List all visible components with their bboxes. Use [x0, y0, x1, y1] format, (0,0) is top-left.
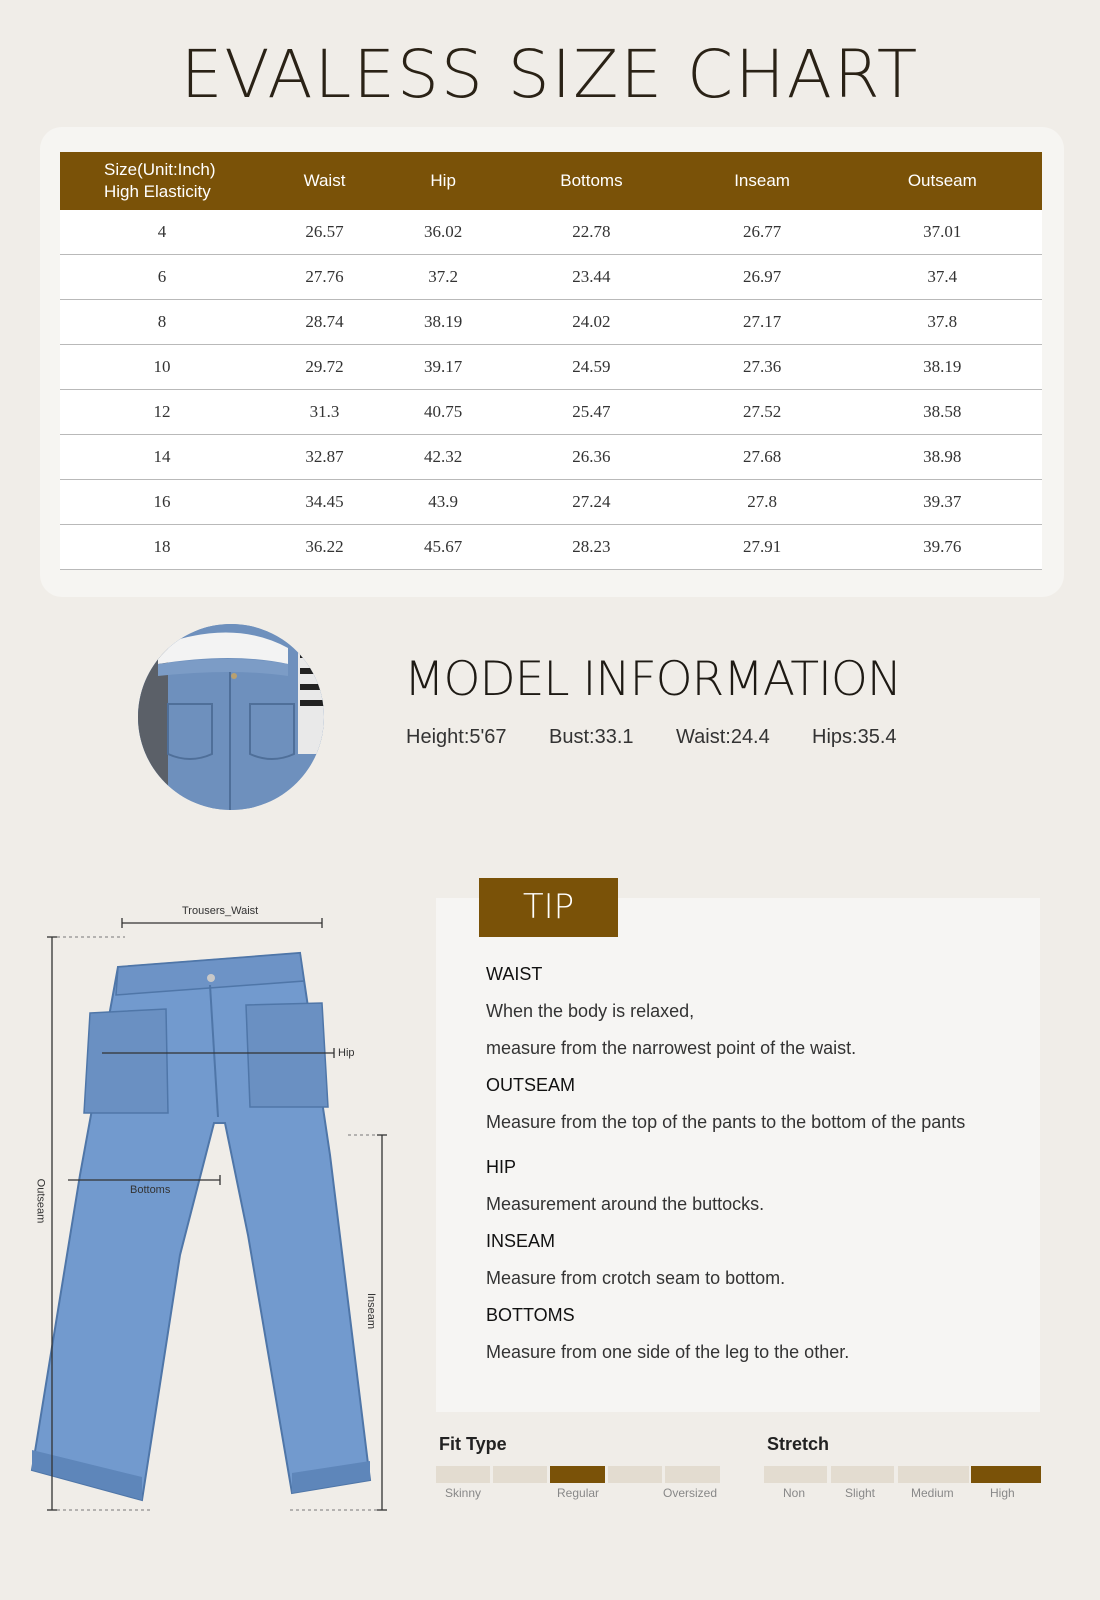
table-row [60, 210, 1042, 255]
tip-waist-heading: WAIST [486, 964, 543, 984]
measurement-cell: 29.72 [264, 345, 385, 390]
size-cell: 8 [60, 300, 264, 345]
tip-tab: TIP [479, 878, 618, 937]
measurement-cell: 34.45 [264, 480, 385, 525]
fit-type-option-skinny: Skinny [445, 1486, 482, 1500]
measurement-cell: 38.58 [843, 390, 1042, 435]
measurement-cell: 28.23 [501, 525, 681, 570]
stretch-option-non: Non [783, 1486, 806, 1500]
column-header: Waist [264, 152, 385, 210]
measurement-cell: 40.75 [385, 390, 501, 435]
table-header-row [60, 152, 1042, 210]
model-information-title: MODEL INFORMATION [404, 652, 902, 707]
measurement-cell: 26.57 [264, 210, 385, 255]
measurement-cell: 39.37 [843, 480, 1042, 525]
fit-type-segment-selected [550, 1466, 605, 1483]
measurement-cell: 26.97 [682, 255, 843, 300]
stretch-segment-selected [971, 1466, 1041, 1483]
fit-type-segment [493, 1466, 547, 1483]
size-cell: 18 [60, 525, 264, 570]
measurement-cell: 24.02 [501, 300, 681, 345]
model-height: Height:5'67 [406, 726, 507, 748]
stretch-segment [831, 1466, 894, 1483]
measurement-cell: 27.36 [682, 345, 843, 390]
model-hips: Hips:35.4 [812, 726, 897, 748]
jeans-measurement-diagram [30, 895, 430, 1520]
column-header: Inseam [682, 152, 843, 210]
size-table-body [60, 210, 1042, 570]
measurement-cell: 37.2 [385, 255, 501, 300]
stretch-option-high: High [990, 1486, 1015, 1500]
fit-type-segment [608, 1466, 662, 1483]
measurement-cell: 27.91 [682, 525, 843, 570]
model-photo [138, 624, 324, 810]
measurement-cell: 32.87 [264, 435, 385, 480]
measurement-cell: 27.24 [501, 480, 681, 525]
stretch-label: Stretch [767, 1434, 830, 1454]
tip-inseam-text: Measure from crotch seam to bottom. [486, 1268, 786, 1288]
model-waist: Waist:24.4 [676, 726, 770, 748]
fit-type-option-regular: Regular [557, 1486, 600, 1500]
fit-type-option-oversized: Oversized [663, 1486, 718, 1500]
size-cell: 12 [60, 390, 264, 435]
measurement-cell: 27.68 [682, 435, 843, 480]
measurement-cell: 39.17 [385, 345, 501, 390]
tip-bottoms-heading: BOTTOMS [486, 1305, 575, 1325]
inseam-label: Inseam [365, 1292, 378, 1330]
measurement-cell: 45.67 [385, 525, 501, 570]
measurement-cell: 36.22 [264, 525, 385, 570]
measurement-cell: 26.77 [682, 210, 843, 255]
table-row [60, 390, 1042, 435]
model-bust: Bust:33.1 [549, 726, 634, 748]
measurement-cell: 37.01 [843, 210, 1042, 255]
size-table-card [40, 127, 1064, 597]
column-header: Hip [385, 152, 501, 210]
fit-type-label: Fit Type [439, 1434, 507, 1454]
stretch-segment [898, 1466, 969, 1483]
measurement-cell: 27.17 [682, 300, 843, 345]
table-row [60, 480, 1042, 525]
tip-inseam-heading: INSEAM [486, 1231, 556, 1251]
measurement-cell: 39.76 [843, 525, 1042, 570]
tip-waist-line2: measure from the narrowest point of the waist. [486, 1038, 857, 1058]
measurement-cell: 22.78 [501, 210, 681, 255]
stretch-segment [764, 1466, 827, 1483]
measurement-cell: 36.02 [385, 210, 501, 255]
table-row [60, 525, 1042, 570]
table-row [60, 435, 1042, 480]
tip-bottoms-text: Measure from one side of the leg to the other. [486, 1342, 850, 1362]
column-header: Outseam [843, 152, 1042, 210]
measurement-cell: 25.47 [501, 390, 681, 435]
measurement-cell: 37.4 [843, 255, 1042, 300]
table-row [60, 345, 1042, 390]
stretch-option-medium: Medium [911, 1486, 954, 1500]
tip-hip-text: Measurement around the buttocks. [486, 1194, 765, 1214]
measurement-cell: 27.8 [682, 480, 843, 525]
page-title: EVALESS SIZE CHART [180, 36, 920, 113]
measurement-cell: 28.74 [264, 300, 385, 345]
size-column-header [60, 152, 264, 210]
measurement-cell: 38.98 [843, 435, 1042, 480]
size-cell: 4 [60, 210, 264, 255]
hip-label: Hip [338, 1047, 355, 1059]
outseam-label: Outseam [34, 1178, 47, 1224]
size-table [60, 152, 1042, 570]
measurement-cell: 38.19 [843, 345, 1042, 390]
measurement-cell: 37.8 [843, 300, 1042, 345]
measurement-cell: 42.32 [385, 435, 501, 480]
trousers-waist-label: Trousers_Waist [182, 905, 259, 917]
measurement-cell: 27.76 [264, 255, 385, 300]
tip-outseam-heading: OUTSEAM [486, 1075, 576, 1095]
measurement-cell: 43.9 [385, 480, 501, 525]
fit-type-segment [665, 1466, 720, 1483]
size-cell: 10 [60, 345, 264, 390]
measurement-cell: 24.59 [501, 345, 681, 390]
tip-outseam-text: Measure from the top of the pants to the bottom of the pants [486, 1112, 966, 1132]
measurement-cell: 23.44 [501, 255, 681, 300]
size-header-line2: High Elasticity [104, 182, 211, 201]
fit-type-segment [436, 1466, 490, 1483]
size-cell: 14 [60, 435, 264, 480]
stretch-option-slight: Slight [845, 1486, 876, 1500]
tip-waist-line1: When the body is relaxed, [486, 1001, 695, 1021]
tip-hip-heading: HIP [486, 1157, 517, 1177]
size-cell: 6 [60, 255, 264, 300]
bottoms-label: Bottoms [130, 1184, 171, 1196]
measurement-cell: 27.52 [682, 390, 843, 435]
measurement-cell: 31.3 [264, 390, 385, 435]
table-row [60, 255, 1042, 300]
size-cell: 16 [60, 480, 264, 525]
measurement-cell: 38.19 [385, 300, 501, 345]
column-header: Bottoms [501, 152, 681, 210]
table-row [60, 300, 1042, 345]
size-header-line1: Size(Unit:Inch) [104, 160, 216, 179]
measurement-cell: 26.36 [501, 435, 681, 480]
